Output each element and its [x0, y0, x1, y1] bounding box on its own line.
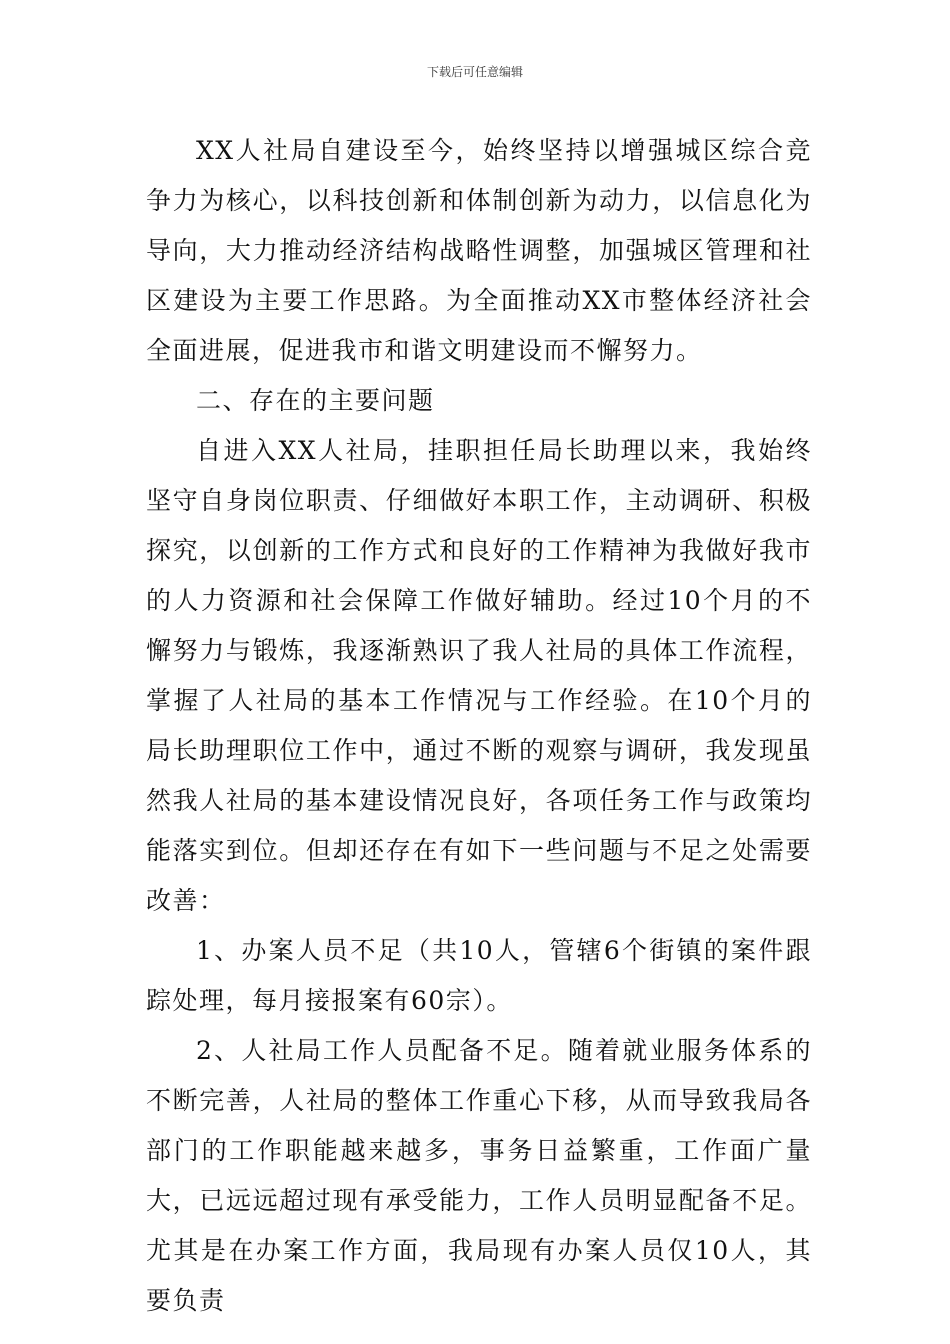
document-body — [146, 126, 812, 1326]
page-header-note: 下载后可任意编辑 — [426, 65, 523, 79]
paragraph-overview: XX人社局自建设至今，始终坚持以增强城区综合竞争力为核心，以科技创新和体制创新为动力，以信息化为导向，大力推动经济结构战略性调整，加强城区管理和社区建设为主要工作思路。为全面推动XX市整体经济社会全面进展，促进我市和谐文明建设而不懈努力。 — [146, 136, 812, 365]
list-item-2: 2、人社局工作人员配备不足。随着就业服务体系的不断完善，人社局的整体工作重心下移，从而导致我局各部门的工作职能越来越多，事务日益繁重，工作面广量大，已远远超过现有承受能力，工作人员明显配备不足。尤其是在办案工作方面，我局现有办案人员仅10人，其要负责 — [146, 1036, 812, 1315]
list-item-1: 1、办案人员不足（共10人，管辖6个街镇的案件跟踪处理，每月接报案有60宗）。 — [146, 936, 812, 1015]
section-heading-problems: 二、存在的主要问题 — [196, 386, 435, 415]
paragraph-problems-intro: 自进入XX人社局，挂职担任局长助理以来，我始终坚守自身岗位职责、仔细做好本职工作，主动调研、积极探究，以创新的工作方式和良好的工作精神为我做好我市的人力资源和社会保障工作做好辅助。经过10个月的不懈努力与锻炼，我逐渐熟识了我人社局的具体工作流程，掌握了人社局的基本工作情况与工作经验。在10个月的局长助理职位工作中，通过不断的观察与调研，我发现虽然我人社局的基本建设情况良好，各项任务工作与政策均能落实到位。但却还存在有如下一些问题与不足之处需要改善： — [146, 436, 812, 915]
